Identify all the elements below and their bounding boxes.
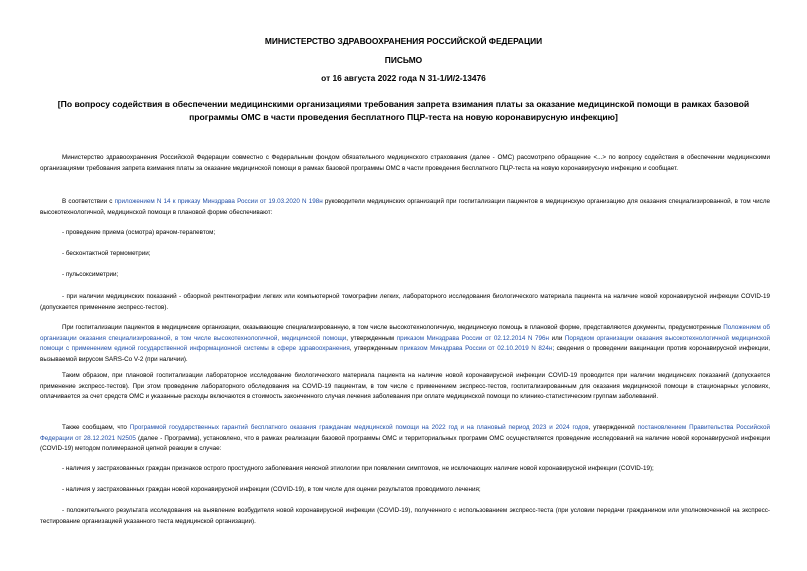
link-government-resolution-2505[interactable]: постановлением Правительства Российской Федерации от 28.12.2021 N2505 <box>40 424 770 442</box>
document-date-number: от 16 августа 2022 года N 31-1/И/2-13476 <box>321 73 486 83</box>
paragraph-intro: Министерство здравоохранения Российской Федерации совместно с Федеральным фондом обязательного медицинского страхования (далее - ОМС) рассмотрело обращение <...> по вопросу содействия в обеспечении медицинскими организациями требования запрета взимания платы за оказание медицинской помощи в рамках базовой программы ОМС в части проведения бесплатного ПЦР-теста на новую коронавирусную инфекцию и сообщает. <box>40 154 770 172</box>
list-item-express-test: - положительного результата исследования на выявление возбудителя новой коронавирусной инфекции (COVID-19), полученного с использованием экспресс-теста (при условии передачи гражданином или уполномоченной на экспресс-тестирование организацией указанного теста медицинской организации). <box>40 507 770 525</box>
link-high-tech-care-procedure[interactable]: Порядком организации оказания высокотехнологичной медицинской помощи с применением единой государственной информационной системы в сфере здравоохранения <box>40 334 770 353</box>
link-order-824n[interactable]: приказом Минздрава России от 02.10.2019 N 824н <box>400 345 553 353</box>
document-subject: [По вопросу содействия в обеспечении медицинскими организациями требования запрета взимания платы за оказание медицинской помощи в рамках базовой программы ОМС в части проведения бесплатного ПЦР-теста на новую коронавирусную инфекцию] <box>57 99 750 122</box>
paragraph-documents <box>40 323 770 365</box>
list-item-covid-treatment: - наличия у застрахованных граждан новой коронавирусной инфекции (COVID-19), в том числе для оценки результатов проводимого лечения; <box>62 486 481 493</box>
link-order-198n[interactable]: приложением N 14 к приказу Минздрава России от 19.03.2020 N 198н <box>114 198 323 205</box>
paragraph-text: Также сообщаем, что <box>62 424 130 431</box>
list-item-pulse-oximetry: - пульсоксиметрии; <box>62 271 119 278</box>
link-state-guarantees-program[interactable]: Программой государственных гарантий бесплатного оказания гражданам медицинской помощи на 2022 год и на плановый период 2023 и 2024 годов <box>129 424 589 431</box>
paragraph-text: , утвержденной <box>588 424 638 431</box>
link-specialized-care-regulation[interactable]: Положением об организации оказания специализированной, в том числе высокотехнологичной, медицинской помощи <box>40 324 770 342</box>
ministry-heading: МИНИСТЕРСТВО ЗДРАВООХРАНЕНИЯ РОССИЙСКОЙ ФЕДЕРАЦИИ <box>264 36 543 46</box>
paragraph-text: , утвержденным <box>346 334 397 342</box>
link-order-796n[interactable]: приказом Минздрава России от 02.12.2014 N 796н <box>396 334 550 342</box>
paragraph-text: ; сведения о проведении вакцинации против коронавирусной инфекции, вызываемой вирусом SARS-Co V-2 (при наличии). <box>40 345 770 363</box>
list-item-thermometry: - бесконтактной термометрии; <box>62 250 151 257</box>
paragraph-text: При госпитализации пациентов в медицинские организации, оказывающие специализированную, в том числе высокотехнологичную, медицинскую помощь в плановой форме, представляются документы, предусмотренные <box>62 324 724 331</box>
list-item-cold-symptoms: - наличия у застрахованных граждан признаков острого простудного заболевания неясной этиологии при появлении симптомов, не исключающих наличие новой коронавирусной инфекции (COVID-19); <box>62 465 654 472</box>
paragraph-conclusion: Таким образом, при плановой госпитализации лабораторное исследование биологического материала пациента на наличие новой коронавирусной инфекции COVID-19 проводится при наличии медицинских показаний (допускается применение экспресс-тестов). При этом проведение лабораторного обследования на COVID-19 пациентам, в том числе с применением экспресс-тестов, госпитализированным для оказания медицинской помощи в стационарных условиях, оплачивается за счет средств ОМС и указанные расходы включаются в стоимость законченного случая лечения заболевания при оплате медицинской помощи по клинико-статистическим группам заболеваний. <box>40 372 770 401</box>
list-item-therapist: - проведение приема (осмотра) врачом-терапевтом; <box>62 229 216 236</box>
list-item-radiography: - при наличии медицинских показаний - обзорной рентгенографии легких или компьютерной томографии легких, лабораторного исследования биологического материала пациента на наличие новой коронавирусной инфекции COVID-19 (допускается применение экспресс-тестов). <box>40 293 770 311</box>
paragraph-text: (далее - Программа), установлено, что в рамках реализации базовой программы ОМС и территориальных программ ОМС осуществляется проведение исследований на наличие новой коронавирусной инфекции (COVID-19) методом полимеразной цепной реакции в случае: <box>40 434 770 453</box>
paragraph-text: или <box>549 334 565 342</box>
paragraph-program <box>40 423 770 455</box>
paragraph-text: руководители медицинских организаций при госпитализации пациентов в медицинскую организацию для оказания специализированной, в том числе высокотехнологичной, медицинской помощи в плановой форме обеспечивают: <box>40 198 770 216</box>
paragraph-order-198n <box>40 197 770 218</box>
paragraph-text: , утвержденным <box>349 345 401 353</box>
document-type-heading: ПИСЬМО <box>384 55 423 65</box>
paragraph-text: В соответствии с <box>62 198 115 205</box>
